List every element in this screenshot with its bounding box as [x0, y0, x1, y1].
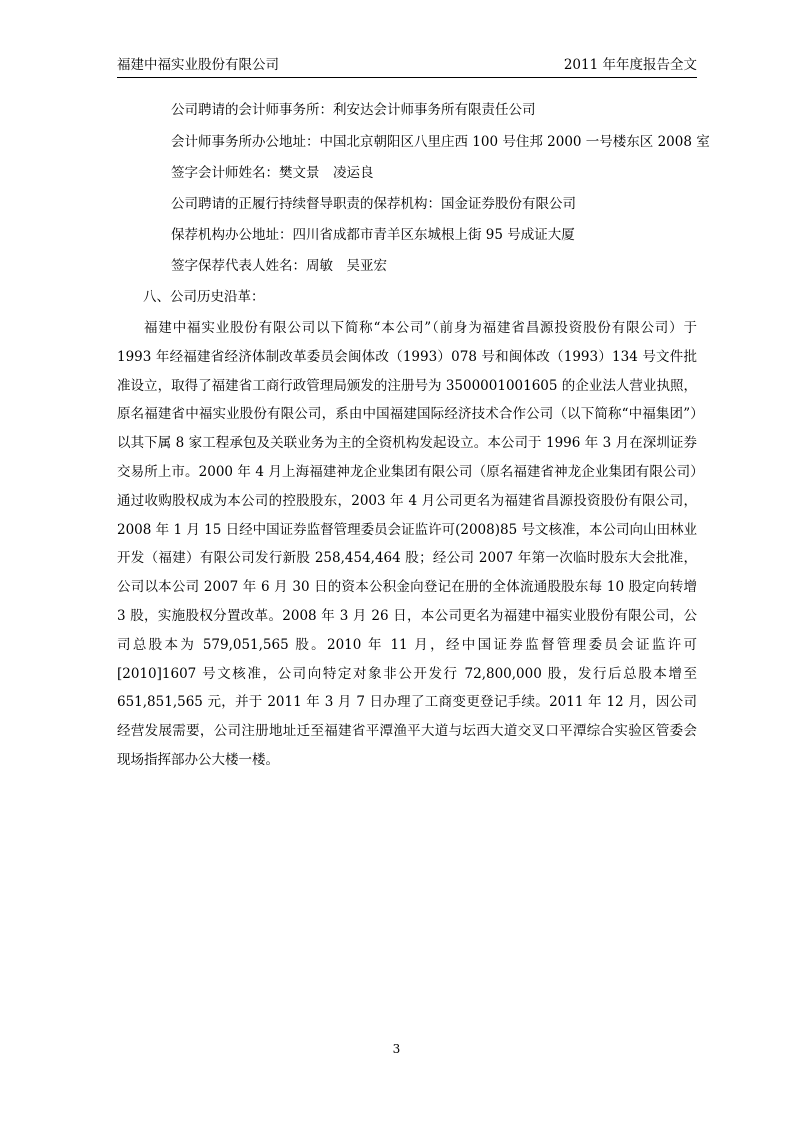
sponsor-institution-line: 公司聘请的正履行持续督导职责的保荐机构：国金证券股份有限公司 — [171, 196, 576, 212]
header-company-name: 福建中福实业股份有限公司 — [117, 57, 279, 73]
section-title-history: 八、公司历史沿革： — [143, 289, 265, 305]
history-paragraph: 福建中福实业股份有限公司以下简称“本公司”（前身为福建省昌源投资股份有限公司）于 1993 年经福建省经济体制改革委员会闽体改（1993）078 号和闽体改（1993）134 号文件批准设立，取得了福建省工商行政管理局颁发的注册号为 3500001001605 的企业法人营业执照，原名福建省中福实业股份有限公司，系由中国福建国际经济技术合作公司（以下简称“中福集团”）以其下属 8 家工程承包及关联业务为主的全资机构发起设立。本公司于 1996 年 3 月在深圳证券交易所上市。2000 年 4 月上海福建神龙企业集团有限公司（原名福建省神龙企业集团有限公司）通过收购股权成为本公司的控股股东，2003 年 4 月公司更名为福建省昌源投资股份有限公司，2008 年 1 月 15 日经中国证券监督管理委员会证监许可(2008)85 号文核准，本公司向山田林业开发（福建）有限公司发行新股 258,454,464 股；经公司 2007 年第一次临时股东大会批准，公司以本公司 2007 年 6 月 30 日的资本公积金向登记在册的全体流通股股东每 10 股定向转增 3 股，实施股权分置改革。2008 年 3 月 26 日，本公司更名为福建中福实业股份有限公司，公司总股本为 579,051,565 股。2010 年 11 月，经中国证券监督管理委员会证监许可[2010]1607 号文核准，公司向特定对象非公开发行 72,800,000 股，发行后总股本增至 651,851,565 元，并于 2011 年 3 月 7 日办理了工商变更登记手续。2011 年 12 月，因公司经营发展需要，公司注册地址迁至福建省平潭渔平大道与坛西大道交叉口平潭综合实验区管委会现场指挥部办公大楼一楼。 — [117, 320, 697, 768]
sponsor-address-line: 保荐机构办公地址：四川省成都市青羊区东城根上街 95 号成证大厦 — [171, 227, 575, 243]
signing-accountants-line: 签字会计师姓名：樊文景 凌运良 — [171, 165, 374, 181]
auditor-address-line: 会计师事务所办公地址：中国北京朝阳区八里庄西 100 号住邦 2000 一号楼东区 2008 室 — [171, 134, 710, 150]
page-header — [117, 55, 697, 78]
auditor-firm-line: 公司聘请的会计师事务所：利安达会计师事务所有限责任公司 — [171, 102, 536, 118]
header-report-title: 2011 年年度报告全文 — [563, 57, 697, 73]
sponsor-representatives-line: 签字保荐代表人姓名：周敏 吴亚宏 — [171, 258, 387, 274]
page-number: 3 — [392, 1042, 401, 1056]
